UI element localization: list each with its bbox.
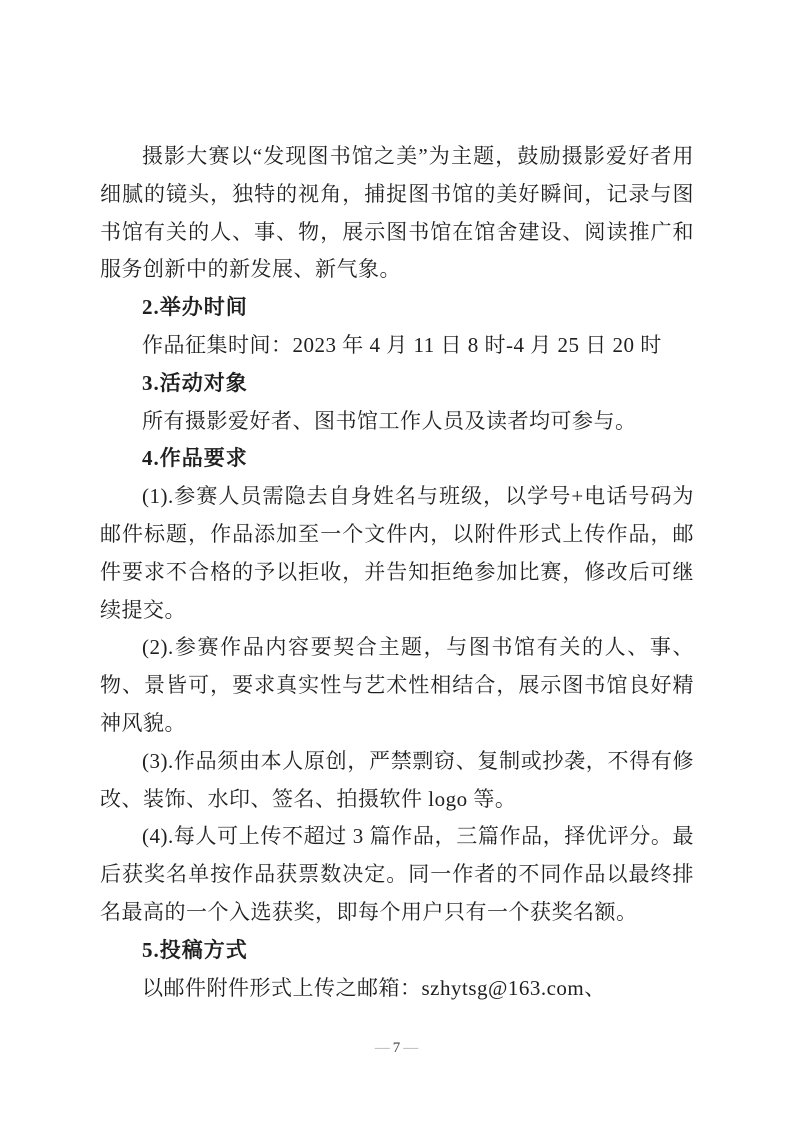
heading-work-requirements: 4.作品要求 xyxy=(142,446,248,471)
footer-dash-left: — xyxy=(374,1040,390,1056)
heading-submission-method: 5.投稿方式 xyxy=(142,937,248,962)
para-submission-email: 以邮件附件形式上传之邮箱：szhytsg@163.com、 xyxy=(142,975,606,1000)
page-footer xyxy=(0,1038,793,1058)
para-target-audience: 所有摄影爱好者、图书馆工作人员及读者均可参与。 xyxy=(142,408,637,433)
para-requirement-2: (2).参赛作品内容要契合主题，与图书馆有关的人、事、物、景皆可，要求真实性与艺术性相结合，展示图书馆良好精神风貌。 xyxy=(100,635,694,735)
page-content xyxy=(100,138,694,1007)
heading-target-audience: 3.活动对象 xyxy=(142,370,248,395)
para-requirement-4: (4).每人可上传不超过 3 篇作品，三篇作品，择优评分。最后获奖名单按作品获票数决定。同一作者的不同作品以最终排名最高的一个入选获奖，即每个用户只有一个获奖名额。 xyxy=(100,824,694,924)
intro-paragraph: 摄影大赛以“发现图书馆之美”为主题，鼓励摄影爱好者用细腻的镜头，独特的视角，捕捉图书馆的美好瞬间，记录与图书馆有关的人、事、物，展示图书馆在馆舍建设、阅读推广和服务创新中的新发展、新气象。 xyxy=(100,144,694,282)
para-requirement-3: (3).作品须由本人原创，严禁剽窃、复制或抄袭，不得有修改、装饰、水印、签名、拍摄软件 logo 等。 xyxy=(100,748,694,811)
heading-event-time: 2.举办时间 xyxy=(142,295,248,320)
page-number: 7 xyxy=(392,1040,401,1056)
footer-dash-right: — xyxy=(403,1040,419,1056)
para-requirement-1: (1).参赛人员需隐去自身姓名与班级，以学号+电话号码为邮件标题，作品添加至一个文件内，以附件形式上传作品，邮件要求不合格的予以拒收，并告知拒绝参加比赛，修改后可继续提交。 xyxy=(100,484,694,622)
para-collection-time: 作品征集时间：2023 年 4 月 11 日 8 时-4 月 25 日 20 时 xyxy=(142,332,662,357)
